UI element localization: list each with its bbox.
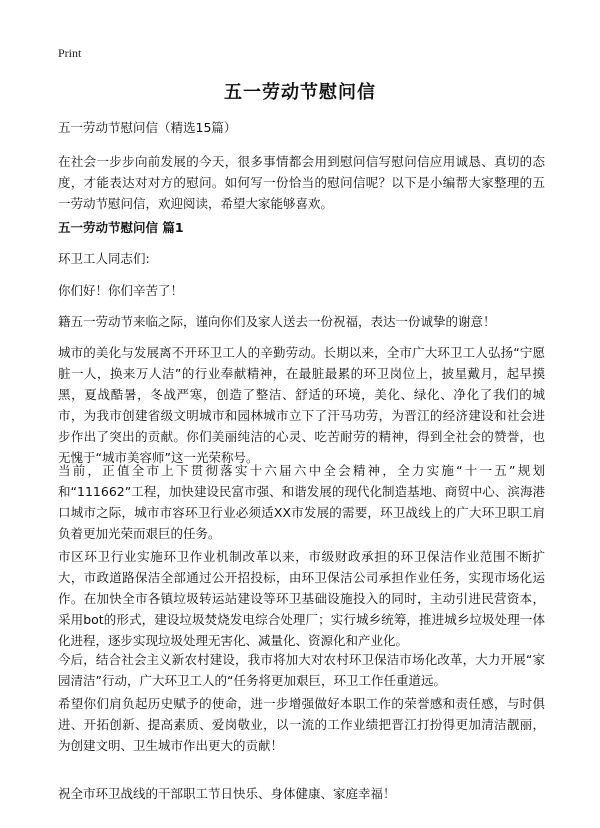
body-paragraph: 当前，正值全市上下贯彻落实十六届六中全会精神，全力实施“十一五”规划和“111662”工程，加快建设民富市强、和谐发展的现代化制造基地、商贸中心、滨海港口城市之际，城市市容环卫行业必须适XX市发展的需要，环卫战线上的广大环卫职工肩负着更加光荣而艰巨的任务。: [58, 463, 545, 541]
page-title: 五一劳动节慰问信: [224, 82, 376, 103]
print-link[interactable]: Print: [58, 46, 82, 60]
body-paragraph: 城市的美化与发展离不开环卫工人的辛勤劳动。长期以来，全市广大环卫工人弘扬“宁愿脏一人，换来万人洁”的行业奉献精神，在最脏最累的环卫岗位上，披星戴月，起早摸黑，夏战酷暑，冬战严寒，创造了整洁、舒适的环境，美化、绿化、净化了我们的城市，为我市创建省级文明城市和园林城市立下了汗马功劳，为晋江的经济建设和社会进步作出了突出的贡献。你们美丽纯洁的心灵、吃苦耐劳的精神，得到全社会的赞誉，也无愧于“城市美容师”这一光荣称号。: [58, 345, 545, 465]
section-heading: 五一劳动节慰问信 篇1: [58, 220, 184, 235]
greeting: 你们好！你们辛苦了！: [58, 283, 184, 298]
body-paragraph: 希望你们肩负起历史赋予的使命，进一步增强做好本职工作的荣誉感和责任感，与时俱进、开拓创新、提高素质、爱岗敬业，以一流的工作业绩把晋江打扮得更加清洁靓丽，为创建文明、卫生城市作出更大的贡献！: [58, 696, 545, 753]
body-paragraph: 今后，结合社会主义新农村建设，我市将加大对农村环卫保洁市场化改革，大力开展“家园清洁”行动，广大环卫工人的“任务将更加艰巨，环卫工作任重道远。: [58, 652, 545, 688]
body-paragraph: 祝全市环卫战线的干部职工节日快乐、身体健康、家庭幸福！: [58, 786, 396, 801]
body-paragraph: 籍五一劳动节来临之际，谨向你们及家人送去一份祝福，表达一份诚挚的谢意！: [58, 314, 496, 329]
intro-paragraph: 在社会一步步向前发展的今天，很多事情都会用到慰问信写慰问信应用诚恳、真切的态度，才能表达对对方的慰问。如何写一份恰当的慰问信呢？以下是小编帮大家整理的五一劳动节慰问信，欢迎阅读，希望大家能够喜欢。: [58, 154, 545, 211]
document-subtitle: 五一劳动节慰问信（精选15篇）: [58, 120, 237, 135]
salutation: 环卫工人同志们:: [58, 251, 150, 266]
body-paragraph: 市区环卫行业实施环卫作业机制改革以来，市级财政承担的环卫保洁作业范围不断扩大，市政道路保洁全部通过公开招投标，由环卫保洁公司承担作业任务，实现市场化运作。在加快全市各镇垃圾转运站建设等环卫基础设施投入的同时，主动引进民营资本，采用bot的形式，建设垃圾焚烧发电综合处理厂；实行城乡统筹，推进城乡垃圾处理一体化进程，逐步实现垃圾处理无害化、减量化、资源化和产业化。: [58, 549, 545, 648]
